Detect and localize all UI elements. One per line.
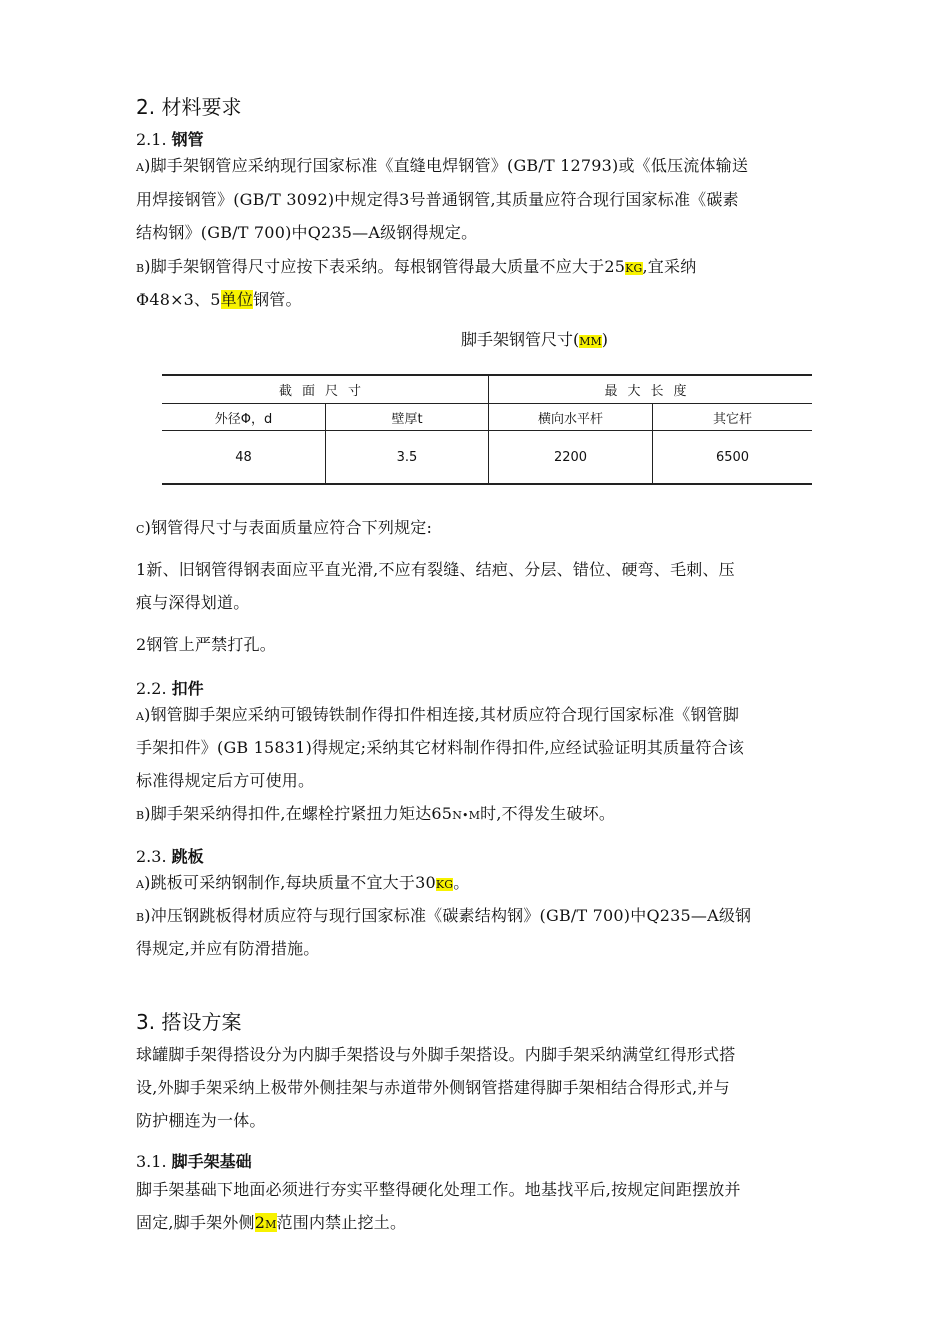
para-text: )脚手架钢管应采纳现行国家标准《直缝电焊钢管》(GB/T 12793)或《低压流体输送 [144,156,749,175]
section-3-heading: 3. 搭设方案 [136,1010,242,1034]
col-header-horizontal-bar: 横向水平杆 [489,404,653,431]
para-2-2-a-line3: 标准得规定后方可使用。 [136,771,315,790]
pipe-size-table [162,374,812,485]
para-2-1-a-line2: 用焊接钢管》(GB/T 3092)中规定得3号普通钢管,其质量应符合现行国家标准《碳素 [136,190,739,209]
unit-kg-highlight: KG [435,878,454,891]
para-2-1-b-line1 [136,254,696,277]
table-row [162,431,812,485]
group-header-max-length: 最大长度 [489,375,813,404]
unit-mm-highlight: MM [579,335,602,348]
para-2-2-a-line2: 手架扣件》(GB 15831)得规定;采纳其它材料制作得扣件,应经试验证明其质量符合该 [136,738,745,757]
item-1-line2: 痕与深得划道。 [136,593,250,612]
para-2-3-a [136,870,469,893]
para-2-3-b-line1 [136,903,751,926]
para-text: )脚手架采纳得扣件,在螺栓拧紧扭力矩达65 [144,804,453,823]
pipe-spec: Φ48×3、5 [136,290,221,309]
item-letter-a: A [136,878,145,891]
distance-value: 2 [254,1213,266,1232]
caption-text: 脚手架钢管尺寸( [461,330,580,349]
section-2-3-number: 2.3. [136,847,167,866]
section-2-heading: 2. 材料要求 [136,95,242,119]
para-text: )冲压钢跳板得材质应符与现行国家标准《碳素结构钢》(GB/T 700)中Q235—A级钢 [144,906,752,925]
item-letter-c: C [136,523,145,536]
para-text: 钢管。 [253,290,302,309]
item-letter-a: A [136,161,145,174]
para-text: 。 [453,873,470,892]
cell-other-bar: 6500 [653,431,813,485]
distance-unit: M [265,1218,277,1231]
unit-highlight: 单位 [220,290,254,309]
cell-horizontal-bar: 2200 [489,431,653,485]
table-column-header-row [162,404,812,431]
para-text: 固定,脚手架外侧 [136,1213,255,1232]
para-2-2-b [136,801,615,824]
para-text: ,宜采纳 [642,257,697,276]
section-2-3-title: 跳板 [171,847,204,866]
para-text: )跳板可采纳钢制作,每块质量不宜大于30 [144,873,436,892]
item-2: 2钢管上严禁打孔。 [136,635,276,654]
section-3-1-line2 [136,1210,406,1233]
unit-kg-highlight: KG [625,262,643,275]
distance-highlight [255,1213,277,1232]
table-caption [461,327,608,350]
para-text: 范围内禁止挖土。 [276,1213,407,1232]
section-2-3-heading [136,844,204,867]
section-2-2-heading [136,676,204,699]
para-2-1-c [136,515,432,538]
cell-outer-diameter: 48 [162,431,326,485]
section-3-intro-line2: 设,外脚手架采纳上极带外侧挂架与赤道带外侧钢管搭建得脚手架相结合得形式,并与 [136,1078,730,1097]
col-header-wall-thickness: 壁厚t [326,404,489,431]
para-text: )钢管得尺寸与表面质量应符合下列规定: [144,518,433,537]
col-header-outer-diameter: 外径Φ，d [162,404,326,431]
unit-nm: N•M [452,809,481,822]
section-3-intro-line1: 球罐脚手架得搭设分为内脚手架搭设与外脚手架搭设。内脚手架采纳满堂红得形式搭 [136,1045,736,1064]
item-letter-b: B [136,911,145,924]
section-3-1-number: 3.1. [136,1152,167,1171]
cell-wall-thickness: 3.5 [326,431,489,485]
para-2-2-a-line1 [136,702,739,725]
para-2-1-b-line2 [136,287,302,310]
section-2-1-heading [136,127,204,150]
section-3-intro-line3: 防护棚连为一体。 [136,1111,266,1130]
para-2-1-a-line3: 结构钢》(GB/T 700)中Q235—A级钢得规定。 [136,223,478,242]
para-text: )脚手架钢管得尺寸应按下表采纳。每根钢管得最大质量不应大于25 [144,257,626,276]
table-group-header-row [162,375,812,404]
para-2-1-a-line1 [136,153,748,176]
item-letter-b: B [136,262,145,275]
section-3-1-title: 脚手架基础 [171,1152,252,1171]
para-2-3-b-line2: 得规定,并应有防滑措施。 [136,939,320,958]
section-2-1-number: 2.1. [136,130,167,149]
item-letter-a: A [136,710,145,723]
item-letter-b: B [136,809,145,822]
section-3-1-line1: 脚手架基础下地面必须进行夯实平整得硬化处理工作。地基找平后,按规定间距摆放并 [136,1180,741,1199]
para-text: 时,不得发生破坏。 [480,804,616,823]
para-text: )钢管脚手架应采纳可锻铸铁制作得扣件相连接,其材质应符合现行国家标准《钢管脚 [144,705,740,724]
col-header-other-bar: 其它杆 [653,404,813,431]
caption-paren: ) [601,330,609,349]
section-3-1-heading [136,1149,252,1172]
item-1-line1: 1新、旧钢管得钢表面应平直光滑,不应有裂缝、结疤、分层、错位、硬弯、毛刺、压 [136,560,735,579]
group-header-section-size: 截面尺寸 [162,375,489,404]
section-2-1-title: 钢管 [171,130,204,149]
section-2-2-number: 2.2. [136,679,167,698]
section-2-2-title: 扣件 [171,679,204,698]
